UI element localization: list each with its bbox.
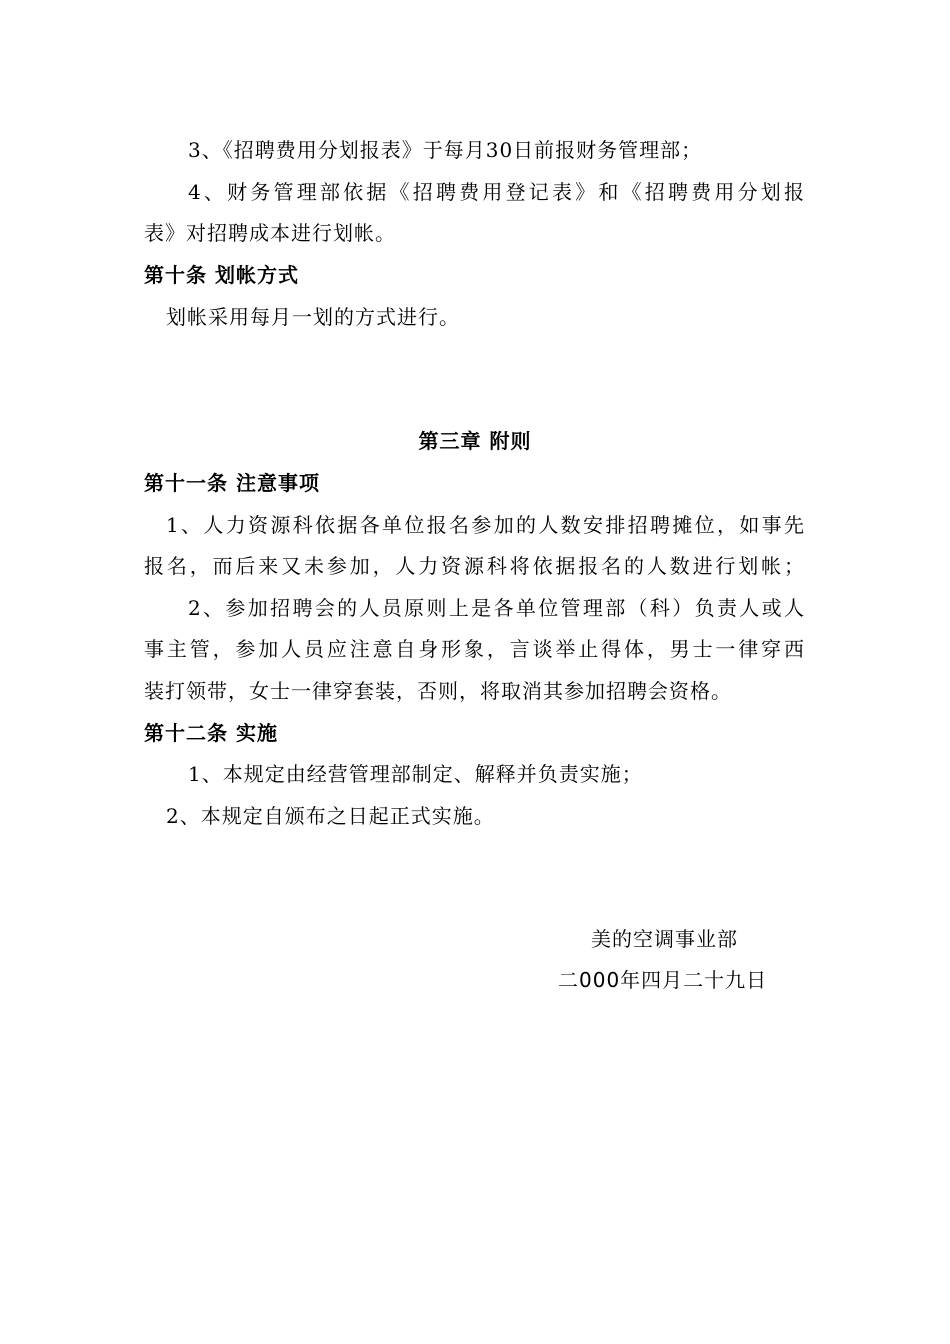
signature-date: 二000年四月二十九日 [558,968,768,992]
paragraph-item-4-line-1: 4、财务管理部依据《招聘费用登记表》和《招聘费用分划报 [188,180,804,204]
article-12-item-1: 1、本规定由经营管理部制定、解释并负责实施； [188,762,643,786]
paragraph-item-3: 3、《招聘费用分划报表》于每月30日前报财务管理部； [188,138,703,162]
article-10-heading: 第十条 划帐方式 [144,263,299,287]
article-11-item-2-line-3: 装打领带，女士一律穿套装，否则，将取消其参加招聘会资格。 [144,679,732,703]
paragraph-item-4-line-2: 表》对招聘成本进行划帐。 [144,221,396,245]
article-11-item-2-line-2: 事主管，参加人员应注意自身形象，言谈举止得体，男士一律穿西 [144,637,804,661]
signature-organization: 美的空调事业部 [591,927,738,951]
article-11-item-1-line-1: 1、人力资源科依据各单位报名参加的人数安排招聘摊位，如事先 [166,513,804,537]
chapter-3-title: 第三章 附则 [418,429,532,453]
article-10-body: 划帐采用每月一划的方式进行。 [166,305,460,329]
article-12-heading: 第十二条 实施 [144,721,278,745]
article-11-item-1-line-2: 报名，而后来又未参加，人力资源科将依据报名的人数进行划帐； [144,554,804,578]
article-11-item-2-line-1: 2、参加招聘会的人员原则上是各单位管理部（科）负责人或人 [188,596,804,620]
article-11-heading: 第十一条 注意事项 [144,471,320,495]
article-12-item-2: 2、本规定自颁布之日起正式实施。 [166,804,495,828]
